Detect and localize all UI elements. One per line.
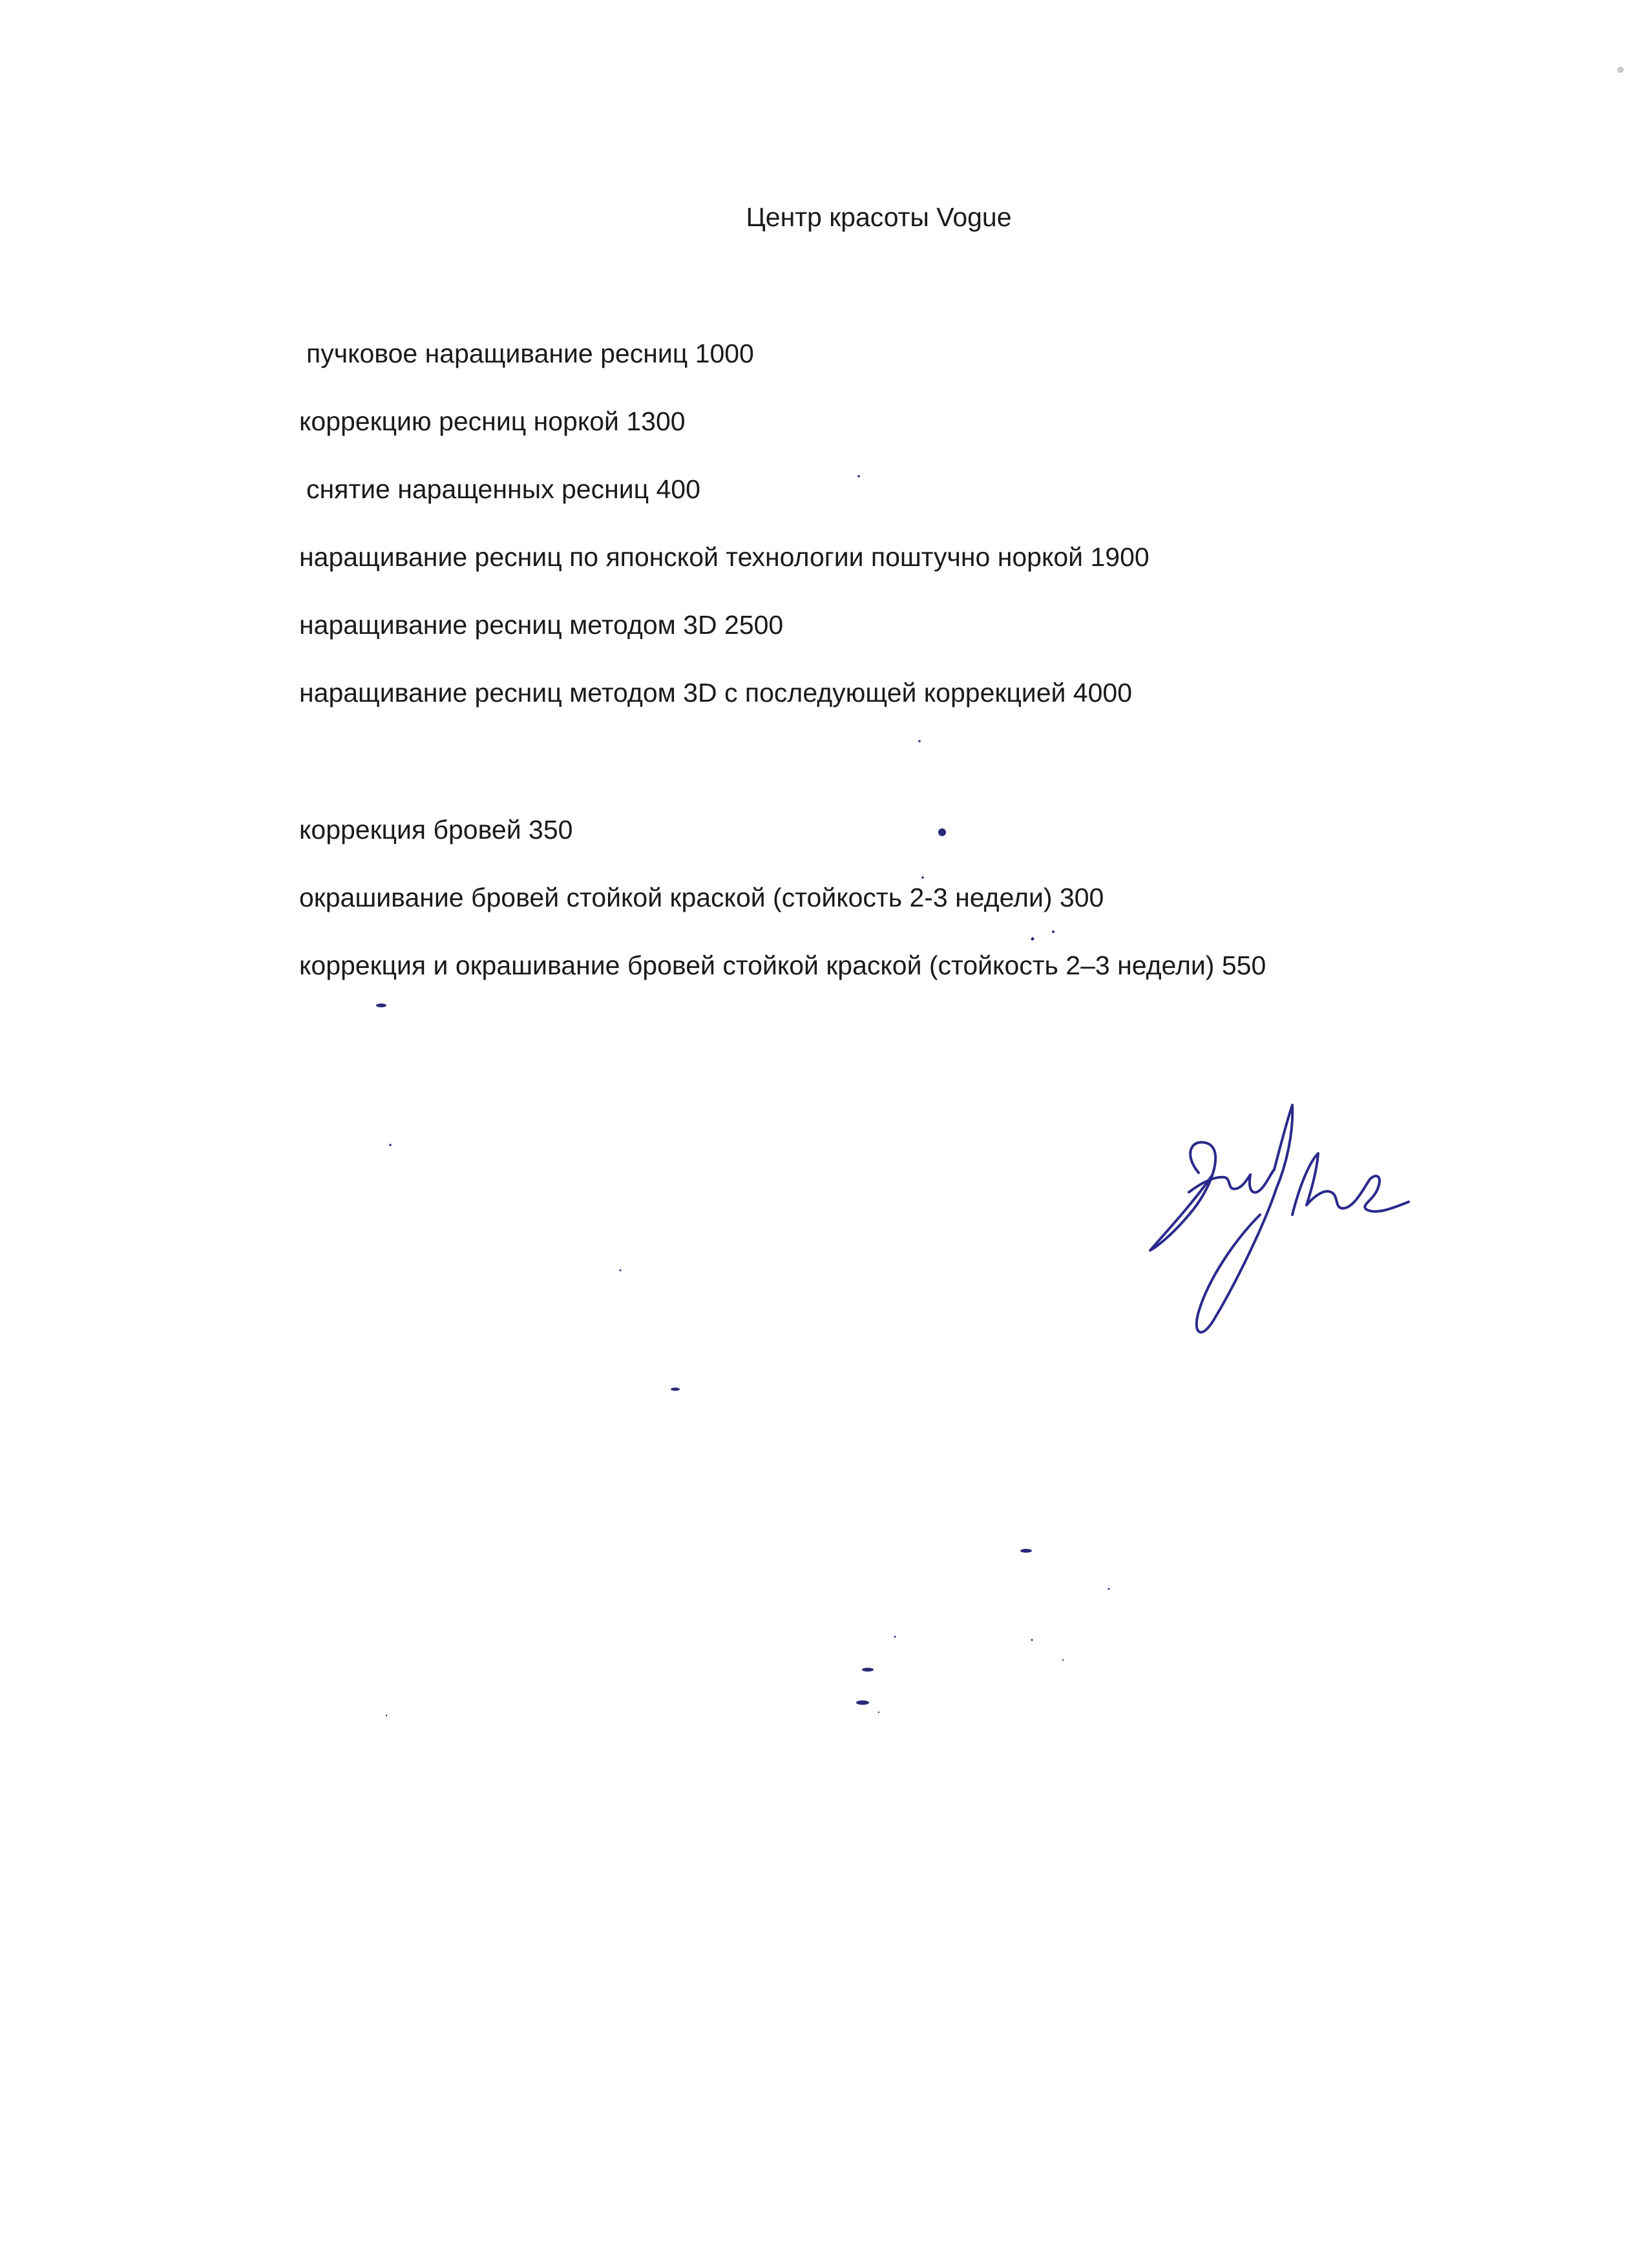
service-line: наращивание ресниц по японской технологии поштучно норкой 1900	[299, 542, 1150, 572]
handwritten-signature	[1137, 1092, 1422, 1350]
service-line: пучковое наращивание ресниц 1000	[306, 339, 754, 368]
service-line: коррекция бровей 350	[299, 815, 573, 845]
service-line: наращивание ресниц методом 3D 2500	[299, 610, 784, 640]
service-line: наращивание ресниц методом 3D с последующей коррекцией 4000	[299, 678, 1133, 708]
service-line: снятие наращенных ресниц 400	[306, 474, 700, 504]
document-title: Центр красоты Vogue	[746, 202, 1012, 232]
service-line: коррекцию ресниц норкой 1300	[299, 406, 686, 436]
service-line: коррекция и окрашивание бровей стойкой краской (стойкость 2–3 недели) 550	[299, 950, 1266, 980]
service-line: окрашивание бровей стойкой краской (стойкость 2-3 недели) 300	[299, 883, 1104, 912]
